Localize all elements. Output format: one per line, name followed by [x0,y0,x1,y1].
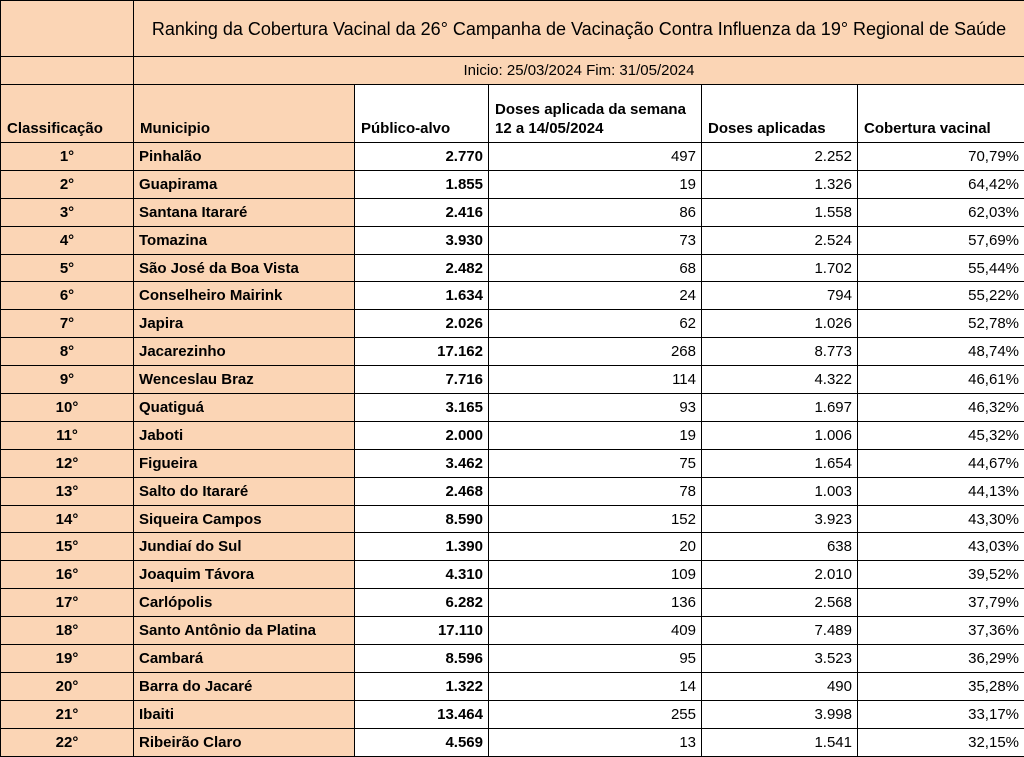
cell-cobertura: 48,74% [858,338,1024,366]
cell-publico-alvo: 13.464 [355,700,489,728]
cell-doses-semana: 136 [489,589,702,617]
cell-doses-aplicadas: 2.010 [702,561,858,589]
cell-doses-semana: 268 [489,338,702,366]
cell-publico-alvo: 6.282 [355,589,489,617]
cell-cobertura: 37,79% [858,589,1024,617]
cell-publico-alvo: 4.310 [355,561,489,589]
cell-doses-aplicadas: 3.923 [702,505,858,533]
cell-doses-aplicadas: 1.026 [702,310,858,338]
cell-publico-alvo: 8.596 [355,645,489,673]
cell-classificacao: 21° [1,700,134,728]
cell-publico-alvo: 3.462 [355,449,489,477]
cell-classificacao: 19° [1,645,134,673]
table-row [1,254,1024,282]
cell-cobertura: 46,61% [858,366,1024,394]
cell-cobertura: 44,67% [858,449,1024,477]
period-row [1,57,1024,85]
cell-classificacao: 4° [1,226,134,254]
cell-doses-semana: 19 [489,170,702,198]
cell-classificacao: 22° [1,728,134,756]
cell-classificacao: 15° [1,533,134,561]
cell-cobertura: 32,15% [858,728,1024,756]
cell-cobertura: 33,17% [858,700,1024,728]
cell-publico-alvo: 1.390 [355,533,489,561]
cell-cobertura: 37,36% [858,617,1024,645]
cell-cobertura: 55,44% [858,254,1024,282]
header-doses-aplicadas: Doses aplicadas [702,85,858,143]
cell-doses-semana: 109 [489,561,702,589]
cell-doses-semana: 497 [489,143,702,171]
cell-municipio: Conselheiro Mairink [134,282,355,310]
cell-cobertura: 70,79% [858,143,1024,171]
cell-municipio: Pinhalão [134,143,355,171]
cell-municipio: Santo Antônio da Platina [134,617,355,645]
cell-classificacao: 9° [1,366,134,394]
cell-doses-aplicadas: 2.524 [702,226,858,254]
table-row [1,226,1024,254]
cell-cobertura: 35,28% [858,672,1024,700]
cell-doses-aplicadas: 490 [702,672,858,700]
cell-publico-alvo: 2.026 [355,310,489,338]
campaign-period: Inicio: 25/03/2024 Fim: 31/05/2024 [134,57,1024,85]
cell-doses-semana: 255 [489,700,702,728]
table-row [1,170,1024,198]
cell-doses-semana: 62 [489,310,702,338]
header-row [1,85,1024,143]
cell-doses-semana: 86 [489,198,702,226]
cell-doses-semana: 68 [489,254,702,282]
cell-doses-semana: 409 [489,617,702,645]
table-row [1,672,1024,700]
cell-classificacao: 6° [1,282,134,310]
table-row [1,533,1024,561]
cell-publico-alvo: 2.468 [355,477,489,505]
cell-doses-semana: 19 [489,421,702,449]
table-row [1,589,1024,617]
header-municipio: Municipio [134,85,355,143]
cell-municipio: Carlópolis [134,589,355,617]
cell-doses-aplicadas: 8.773 [702,338,858,366]
cell-publico-alvo: 17.162 [355,338,489,366]
cell-publico-alvo: 3.165 [355,394,489,422]
table-row [1,477,1024,505]
cell-municipio: Quatiguá [134,394,355,422]
table-row [1,561,1024,589]
header-publico-alvo: Público-alvo [355,85,489,143]
cell-classificacao: 8° [1,338,134,366]
cell-doses-aplicadas: 4.322 [702,366,858,394]
cell-doses-semana: 95 [489,645,702,673]
cell-cobertura: 45,32% [858,421,1024,449]
table-row [1,617,1024,645]
cell-doses-aplicadas: 1.702 [702,254,858,282]
cell-classificacao: 2° [1,170,134,198]
cell-classificacao: 11° [1,421,134,449]
cell-publico-alvo: 1.634 [355,282,489,310]
cell-doses-aplicadas: 1.326 [702,170,858,198]
cell-doses-semana: 93 [489,394,702,422]
cell-municipio: Siqueira Campos [134,505,355,533]
cell-publico-alvo: 4.569 [355,728,489,756]
cell-classificacao: 18° [1,617,134,645]
cell-cobertura: 64,42% [858,170,1024,198]
table-title: Ranking da Cobertura Vacinal da 26° Campanha de Vacinação Contra Influenza da 19° Regional de Saúde [134,1,1024,57]
cell-doses-aplicadas: 1.697 [702,394,858,422]
cell-municipio: Cambará [134,645,355,673]
header-cobertura: Cobertura vacinal [858,85,1024,143]
table-row [1,143,1024,171]
cell-classificacao: 1° [1,143,134,171]
cell-doses-aplicadas: 1.006 [702,421,858,449]
table-row [1,421,1024,449]
cell-publico-alvo: 2.770 [355,143,489,171]
cell-doses-aplicadas: 638 [702,533,858,561]
cell-cobertura: 39,52% [858,561,1024,589]
cell-classificacao: 14° [1,505,134,533]
title-row [1,1,1024,57]
table-row [1,700,1024,728]
cell-doses-aplicadas: 3.523 [702,645,858,673]
table-row [1,728,1024,756]
table-row [1,505,1024,533]
cell-cobertura: 46,32% [858,394,1024,422]
cell-classificacao: 13° [1,477,134,505]
cell-municipio: Tomazina [134,226,355,254]
table-row [1,645,1024,673]
cell-doses-semana: 75 [489,449,702,477]
cell-doses-aplicadas: 3.998 [702,700,858,728]
cell-classificacao: 12° [1,449,134,477]
cell-municipio: Figueira [134,449,355,477]
cell-municipio: Jundiaí do Sul [134,533,355,561]
cell-doses-aplicadas: 794 [702,282,858,310]
cell-doses-semana: 14 [489,672,702,700]
cell-doses-semana: 13 [489,728,702,756]
cell-cobertura: 36,29% [858,645,1024,673]
cell-cobertura: 43,03% [858,533,1024,561]
cell-publico-alvo: 7.716 [355,366,489,394]
cell-municipio: Japira [134,310,355,338]
table-row [1,338,1024,366]
cell-doses-aplicadas: 2.252 [702,143,858,171]
cell-doses-aplicadas: 7.489 [702,617,858,645]
cell-publico-alvo: 1.855 [355,170,489,198]
cell-classificacao: 16° [1,561,134,589]
cell-municipio: Ibaiti [134,700,355,728]
cell-publico-alvo: 2.482 [355,254,489,282]
header-classificacao: Classificação [1,85,134,143]
cell-classificacao: 10° [1,394,134,422]
cell-doses-aplicadas: 1.654 [702,449,858,477]
cell-doses-semana: 20 [489,533,702,561]
cell-municipio: São José da Boa Vista [134,254,355,282]
table-row [1,282,1024,310]
cell-classificacao: 20° [1,672,134,700]
cell-publico-alvo: 2.000 [355,421,489,449]
table-row [1,449,1024,477]
cell-municipio: Ribeirão Claro [134,728,355,756]
table-row [1,198,1024,226]
cell-doses-aplicadas: 1.541 [702,728,858,756]
cell-cobertura: 62,03% [858,198,1024,226]
cell-doses-aplicadas: 2.568 [702,589,858,617]
cell-doses-semana: 152 [489,505,702,533]
cell-doses-aplicadas: 1.558 [702,198,858,226]
cell-municipio: Barra do Jacaré [134,672,355,700]
cell-doses-semana: 114 [489,366,702,394]
cell-doses-semana: 24 [489,282,702,310]
cell-municipio: Salto do Itararé [134,477,355,505]
table-row [1,394,1024,422]
cell-municipio: Jacarezinho [134,338,355,366]
cell-municipio: Joaquim Távora [134,561,355,589]
corner-cell-2 [1,57,134,85]
cell-publico-alvo: 3.930 [355,226,489,254]
cell-cobertura: 44,13% [858,477,1024,505]
cell-doses-aplicadas: 1.003 [702,477,858,505]
header-doses-semana: Doses aplicada da semana 12 a 14/05/2024 [489,85,702,143]
cell-classificacao: 5° [1,254,134,282]
cell-publico-alvo: 2.416 [355,198,489,226]
cell-doses-semana: 78 [489,477,702,505]
corner-cell [1,1,134,57]
cell-classificacao: 7° [1,310,134,338]
table-row [1,310,1024,338]
table-row [1,366,1024,394]
cell-municipio: Santana Itararé [134,198,355,226]
cell-cobertura: 57,69% [858,226,1024,254]
cell-municipio: Jaboti [134,421,355,449]
cell-municipio: Wenceslau Braz [134,366,355,394]
cell-cobertura: 43,30% [858,505,1024,533]
cell-doses-semana: 73 [489,226,702,254]
cell-municipio: Guapirama [134,170,355,198]
cell-publico-alvo: 17.110 [355,617,489,645]
cell-classificacao: 3° [1,198,134,226]
cell-publico-alvo: 1.322 [355,672,489,700]
cell-cobertura: 52,78% [858,310,1024,338]
cell-publico-alvo: 8.590 [355,505,489,533]
cell-cobertura: 55,22% [858,282,1024,310]
cell-classificacao: 17° [1,589,134,617]
